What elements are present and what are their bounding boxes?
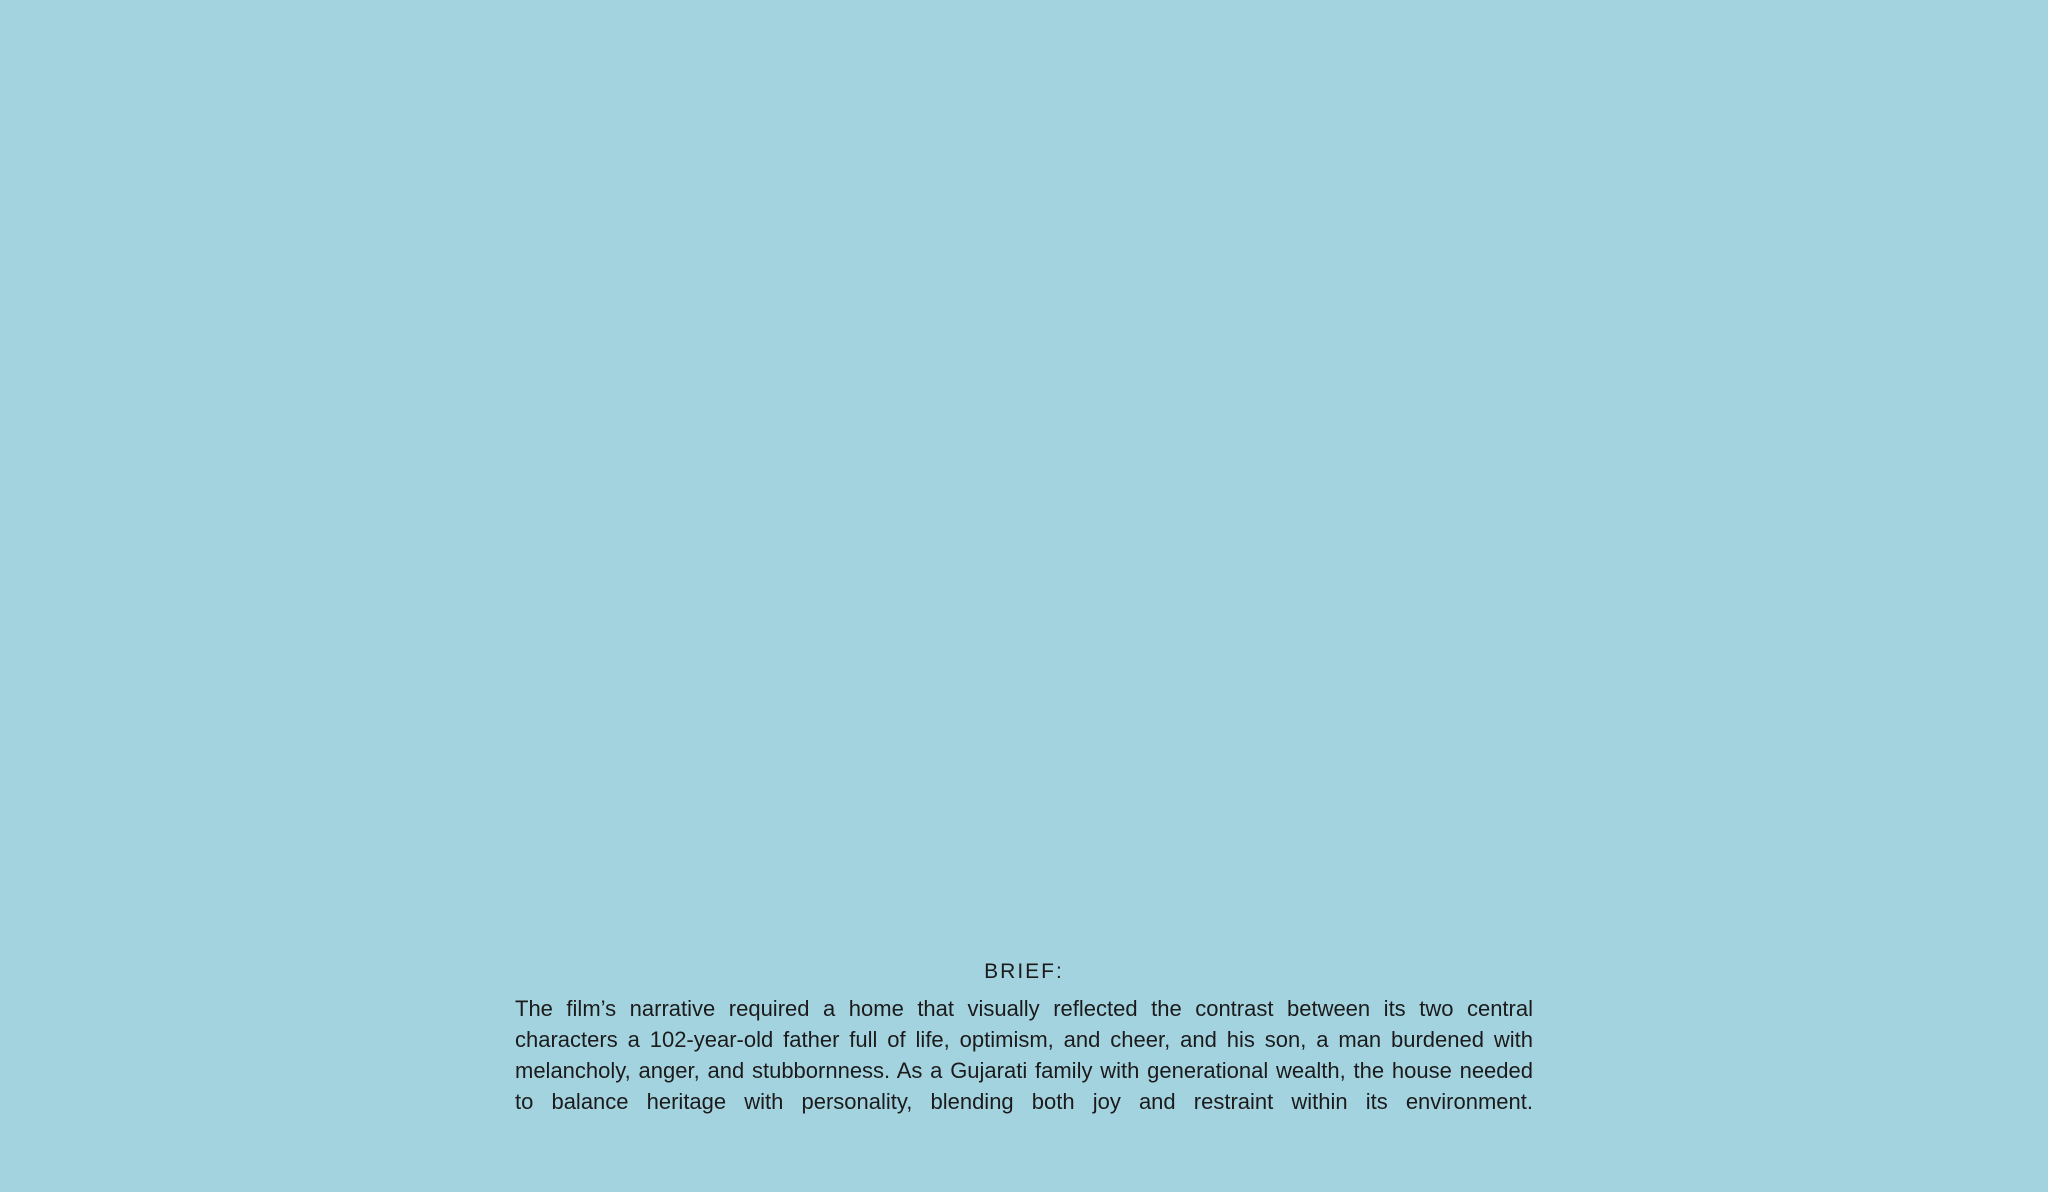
brief-heading: BRIEF:: [984, 960, 1064, 983]
brief-section: [515, 958, 1533, 1117]
brief-body-text: The film’s narrative required a home that visually reflected the contrast between its two central characters a 102-year-old father full of life, optimism, and cheer, and his son, a man burdened with melancholy, anger, and stubbornness. As a Gujarati family with generational wealth, the house needed to balance heritage with personality, blending both joy and restraint within its environment.: [515, 996, 1533, 1114]
